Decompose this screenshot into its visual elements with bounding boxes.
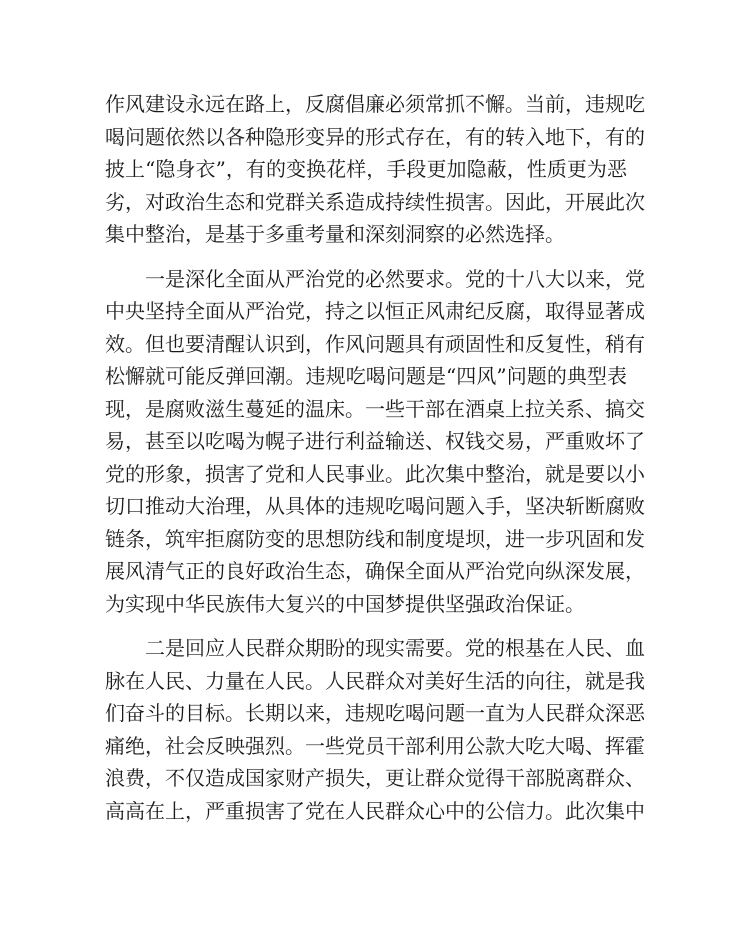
text-line: 浪费，不仅造成国家财产损失，更让群众觉得干部脱离群众、	[105, 766, 645, 790]
text-line: 痛绝，社会反映强烈。一些党员干部利用公款大吃大喝、挥霍	[105, 733, 645, 758]
text-line: 切口推动大治理，从具体的违规吃喝问题入手，坚决斩断腐败	[105, 494, 645, 518]
document-page	[105, 88, 645, 839]
text-line: 集中整治，是基于多重考量和深刻洞察的必然选择。	[105, 222, 565, 246]
text-line: 披上“隐身衣”，有的变换花样，手段更加隐蔽，性质更为恶	[105, 157, 627, 181]
text-line: 党的形象，损害了党和人民事业。此次集中整治，就是要以小	[105, 461, 645, 486]
text-line: 展风清气正的良好政治生态，确保全面从严治党向纵深发展，	[105, 559, 645, 583]
text-line: 喝问题依然以各种隐形变异的形式存在，有的转入地下，有的	[105, 124, 645, 149]
text-line: 现，是腐败滋生蔓延的温床。一些干部在酒桌上拉关系、搞交	[105, 396, 645, 421]
paragraph-point-one	[105, 263, 645, 621]
text-line: 松懈就可能反弹回潮。违规吃喝问题是“四风”问题的典型表	[105, 364, 627, 388]
text-line: 易，甚至以吃喝为幌子进行利益输送、权钱交易，严重败坏了	[105, 429, 645, 453]
paragraph-intro	[105, 88, 645, 251]
text-line: 中央坚持全面从严治党，持之以恒正风肃纪反腐，取得显著成	[105, 299, 645, 323]
text-line: 效。但也要清醒认识到，作风问题具有顽固性和反复性，稍有	[105, 331, 645, 356]
text-line: 为实现中华民族伟大复兴的中国梦提供坚强政治保证。	[105, 591, 585, 616]
text-line: 劣，对政治生态和党群关系造成持续性损害。因此，开展此次	[105, 189, 645, 214]
text-line: 作风建设永远在路上，反腐倡廉必须常抓不懈。当前，违规吃	[105, 92, 645, 116]
text-line: 二是回应人民群众期盼的现实需要。党的根基在人民、血	[145, 636, 645, 660]
paragraph-point-two	[105, 632, 645, 827]
text-line: 高高在上，严重损害了党在人民群众心中的公信力。此次集中	[105, 798, 645, 823]
text-line: 一是深化全面从严治党的必然要求。党的十八大以来，党	[145, 266, 645, 291]
text-line: 们奋斗的目标。长期以来，违规吃喝问题一直为人民群众深恶	[105, 701, 645, 725]
text-line: 脉在人民、力量在人民。人民群众对美好生活的向往，就是我	[105, 668, 645, 693]
text-line: 链条，筑牢拒腐防变的思想防线和制度堤坝，进一步巩固和发	[105, 526, 645, 551]
